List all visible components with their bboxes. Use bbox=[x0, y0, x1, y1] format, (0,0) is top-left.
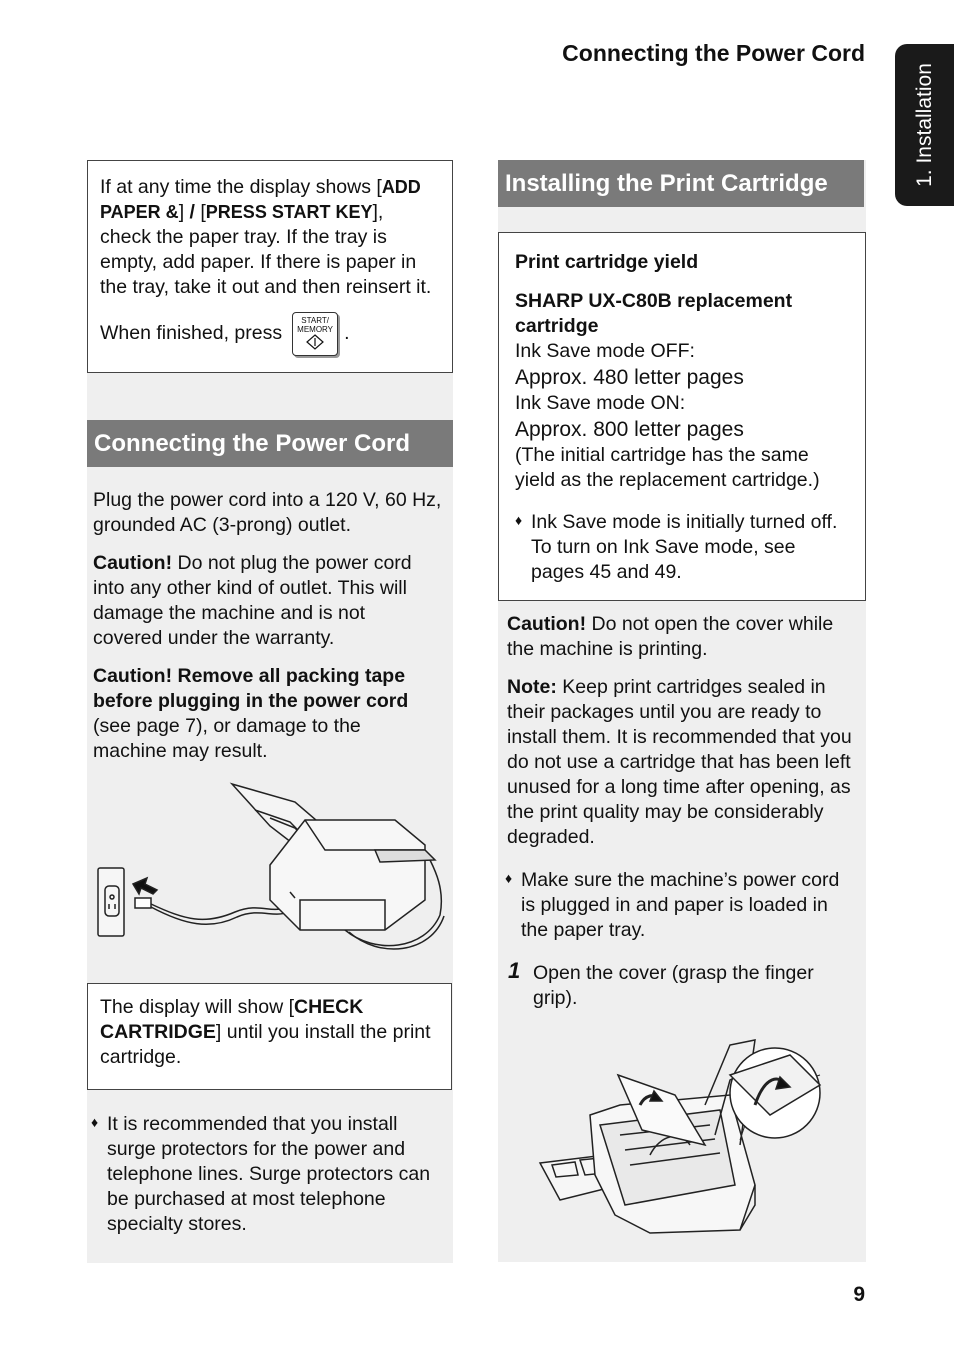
check-cartridge-line-1: The display will show [CHECK bbox=[100, 996, 364, 1018]
caution-outlet-line-3: damage the machine and is not bbox=[93, 602, 366, 624]
power-check-line-2: is plugged in and paper is loaded in bbox=[521, 894, 828, 916]
caution-tape-line-4: machine may result. bbox=[93, 740, 268, 762]
when-finished-line: When finished, press START/ MEMORY . bbox=[100, 312, 452, 356]
sealed-note-line-6: the print quality may be considerably bbox=[507, 801, 824, 823]
plug-in-line-2: grounded AC (3-prong) outlet. bbox=[93, 514, 351, 536]
power-check-line-3: the paper tray. bbox=[521, 919, 646, 941]
chapter-tab bbox=[895, 44, 954, 206]
open-cover-illustration bbox=[530, 1035, 825, 1240]
chapter-tab-label: 1. Installation bbox=[912, 63, 936, 187]
ink-save-line-1: Ink Save mode is initially turned off. bbox=[531, 511, 838, 533]
surge-protector-bullet bbox=[91, 1112, 451, 1237]
ink-save-line-3: pages 45 and 49. bbox=[531, 561, 682, 583]
surge-line-1: It is recommended that you install bbox=[107, 1113, 398, 1135]
caution-outlet-line-4: covered under the warranty. bbox=[93, 627, 335, 649]
check-cartridge-line-2: CARTRIDGE] until you install the print bbox=[100, 1021, 431, 1043]
page-number: 9 bbox=[853, 1283, 865, 1306]
sealed-note-line-3: install them. It is recommended that you bbox=[507, 726, 852, 748]
sealed-note-line-2: their packages until you are ready to bbox=[507, 701, 822, 723]
surge-line-4: be purchased at most telephone bbox=[107, 1188, 386, 1210]
sealed-note-line-7: degraded. bbox=[507, 826, 595, 848]
plug-in-line-1: Plug the power cord into a 120 V, 60 Hz, bbox=[93, 489, 442, 511]
bullet-diamond: ♦ bbox=[91, 1114, 99, 1130]
caution-tape-line-1: Caution! Remove all packing tape bbox=[93, 665, 406, 687]
start-memory-key-icon: START/ MEMORY bbox=[292, 312, 338, 356]
sealed-note-line-5: unused for a long time after opening, as bbox=[507, 776, 851, 798]
surge-line-5: specialty stores. bbox=[107, 1213, 247, 1235]
model-line-1: SHARP UX-C80B replacement bbox=[515, 290, 793, 312]
power-check-line-1: Make sure the machine’s power cord bbox=[521, 869, 840, 891]
step-1-line-2: grip). bbox=[533, 987, 578, 1009]
caution-tape-line-3: (see page 7), or damage to the bbox=[93, 715, 361, 737]
power-cord-body bbox=[93, 488, 453, 764]
caution-tape-line-2: before plugging in the power cord bbox=[93, 690, 409, 712]
notice-line-4: empty, add paper. If there is paper in bbox=[100, 251, 417, 273]
check-cartridge-box bbox=[87, 983, 452, 1090]
model-line-2: cartridge bbox=[515, 315, 599, 337]
caution-outlet-line-1: Caution! Do not plug the power cord bbox=[93, 552, 412, 574]
sealed-note-line-4: do not use a cartridge that has been left bbox=[507, 751, 851, 773]
print-cartridge-section-title: Installing the Print Cartridge bbox=[498, 160, 864, 207]
caution-outlet-line-2: into any other kind of outlet. This will bbox=[93, 577, 407, 599]
step-1 bbox=[508, 958, 860, 1011]
bullet-diamond: ♦ bbox=[505, 870, 513, 886]
ink-save-bullet bbox=[515, 510, 865, 585]
cover-caution-line-1: Caution! Do not open the cover while bbox=[507, 613, 834, 635]
cartridge-yield-box bbox=[498, 232, 866, 601]
ink-save-on-label: Ink Save mode ON: bbox=[515, 392, 686, 414]
notice-line-1: If at any time the display shows [ADD bbox=[100, 176, 421, 198]
notice-line-5: the tray, take it out and then reinsert it. bbox=[100, 276, 432, 298]
ink-save-line-2: To turn on Ink Save mode, see bbox=[531, 536, 796, 558]
notice-line-2: PAPER &] / [PRESS START KEY], bbox=[100, 201, 384, 223]
surge-line-3: telephone lines. Surge protectors can bbox=[107, 1163, 431, 1185]
ink-save-off-value: Approx. 480 letter pages bbox=[515, 366, 744, 389]
page-header-title: Connecting the Power Cord bbox=[562, 40, 865, 66]
step-1-line-1: Open the cover (grasp the finger bbox=[533, 962, 814, 984]
bullet-diamond: ♦ bbox=[515, 512, 523, 528]
power-cord-section-title: Connecting the Power Cord bbox=[87, 420, 453, 467]
surge-line-2: surge protectors for the power and bbox=[107, 1138, 406, 1160]
step-number: 1 bbox=[508, 958, 521, 983]
paper-notice-box bbox=[87, 160, 453, 373]
check-cartridge-line-3: cartridge. bbox=[100, 1046, 182, 1068]
sealed-note-line-1: Note: Keep print cartridges sealed in bbox=[507, 676, 826, 698]
yield-note-line-2: yield as the replacement cartridge.) bbox=[515, 469, 820, 491]
yield-note-line-1: (The initial cartridge has the same bbox=[515, 444, 809, 466]
cartridge-instructions bbox=[507, 612, 862, 850]
power-check-bullet bbox=[505, 868, 863, 943]
cover-caution-line-2: the machine is printing. bbox=[507, 638, 708, 660]
power-cord-illustration bbox=[95, 780, 445, 960]
ink-save-off-label: Ink Save mode OFF: bbox=[515, 340, 695, 362]
notice-line-3: check the paper tray. If the tray is bbox=[100, 226, 387, 248]
yield-heading: Print cartridge yield bbox=[515, 251, 699, 273]
ink-save-on-value: Approx. 800 letter pages bbox=[515, 418, 744, 441]
